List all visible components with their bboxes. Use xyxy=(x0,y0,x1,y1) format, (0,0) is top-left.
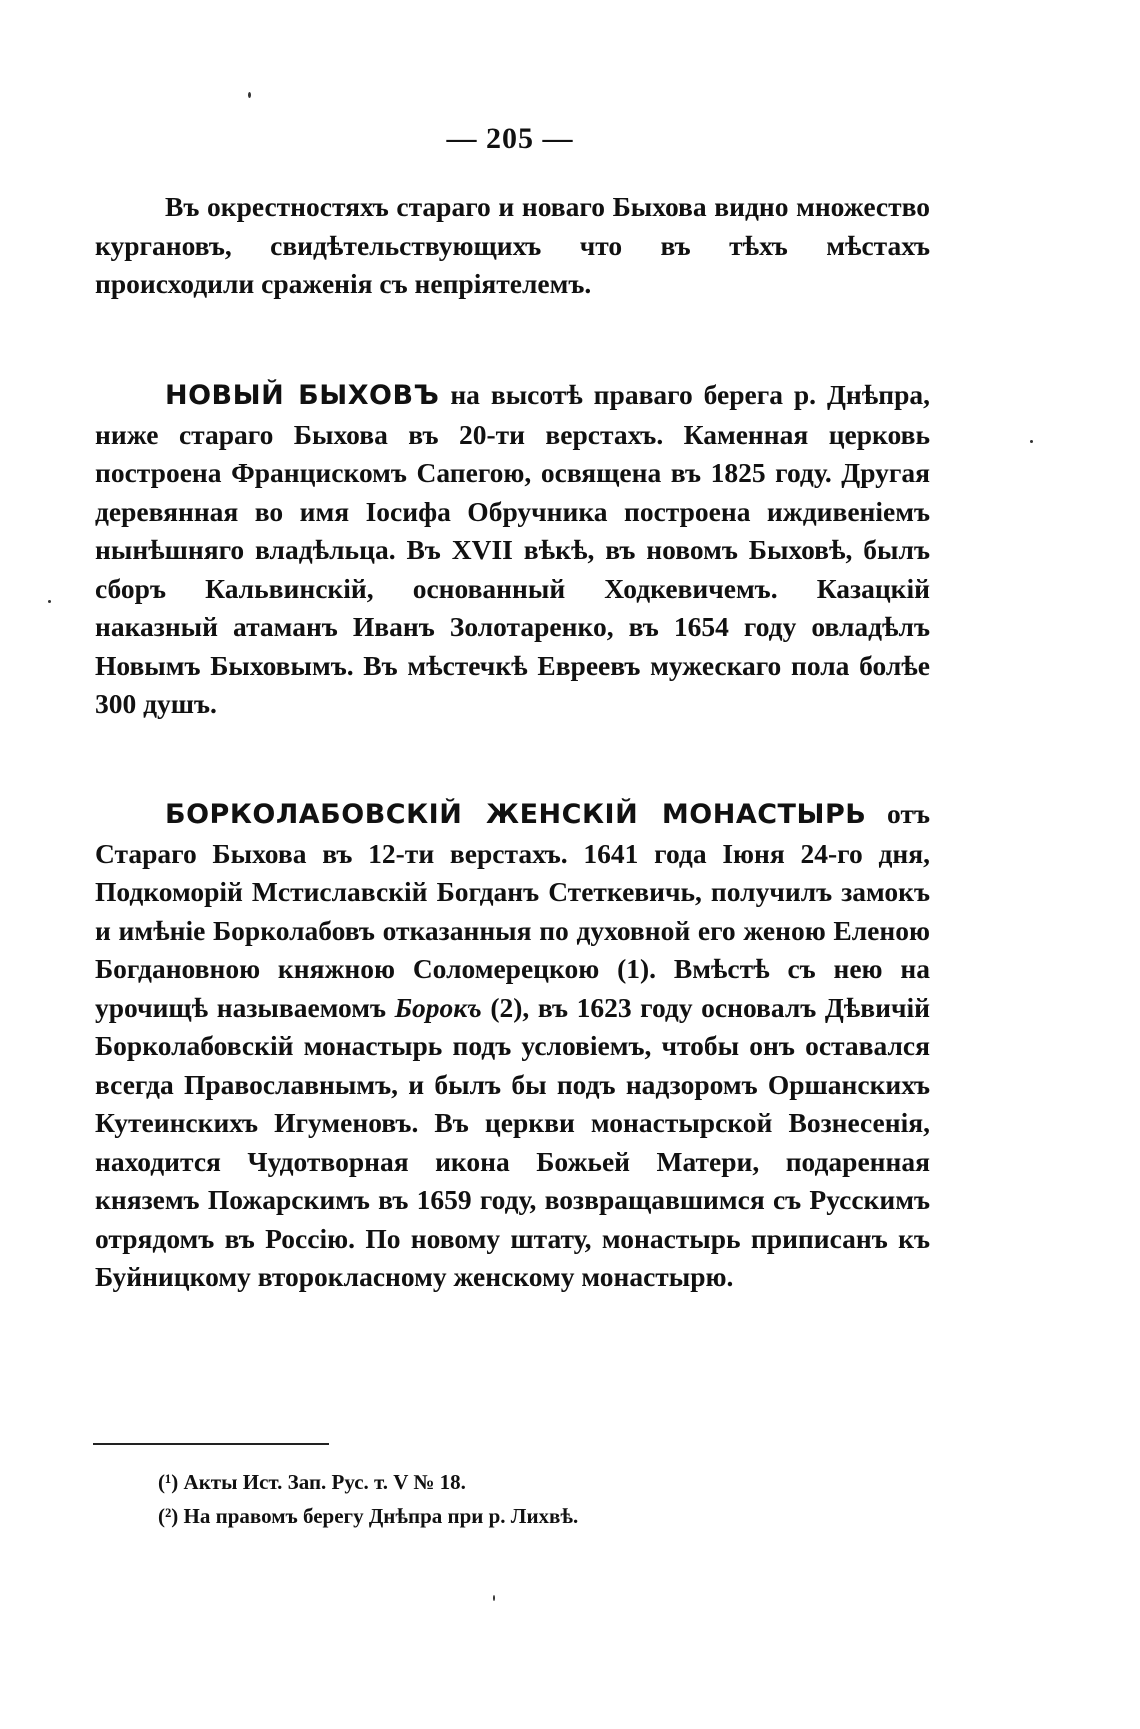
page-number: — 205 — xyxy=(446,122,574,155)
footnote-reference-2: (2) xyxy=(490,991,523,1023)
print-speck xyxy=(1030,440,1033,443)
print-speck xyxy=(248,92,251,98)
section-borkolabov-monastery xyxy=(95,795,930,1297)
section-heading: БОРКОЛАБОВСКІЙ ЖЕНСКІЙ МОНАСТЫРЬ xyxy=(165,799,867,830)
section-novy-bykhov xyxy=(95,376,930,724)
print-speck xyxy=(48,600,51,603)
section-paragraph xyxy=(95,795,930,1297)
footnote-divider xyxy=(93,1443,329,1445)
section-text: отъ Стараго Быхова въ 12-ти верстахъ. 1641 года Іюня 24-го дня, Подкоморій Мстиславскій Богданъ Стеткевичь, получилъ замокъ и имѣніе Борколабовъ отказанныя по духовной его женою Еленою Богдановною княжною Соломерецкою xyxy=(95,798,930,984)
section-heading: НОВЫЙ БЫХОВЪ xyxy=(165,380,440,411)
section-text: , въ 1623 году основалъ Дѣвичій Борколабовскій монастырь подъ условіемъ, чтобы онъ оставался всегда Православнымъ, и былъ бы подъ надзоромъ Оршанскихъ Кутеинскихъ Игуменовъ. Въ церкви монастырской Вознесенія, находится Чудотворная икона Божьей Матери, подаренная княземъ Пожарскимъ въ 1659 году, возвращавшимся съ Русскимъ отрядомъ въ Россію. По новому штату, монастырь приписанъ къ Буйницкому второкласному женскому монастырю. xyxy=(95,991,931,1292)
section-text: . Вмѣстѣ съ нею на урочищѣ называемомъ xyxy=(95,953,930,1023)
footnote-1: (¹) Акты Ист. Зап. Рус. т. V № 18. xyxy=(158,1470,466,1494)
paragraph-okrestnosti xyxy=(95,188,930,304)
footnote-reference-1: (1) xyxy=(617,953,650,984)
footnote-2: (²) На правомъ берегу Днѣпра при р. Лихвѣ. xyxy=(158,1504,579,1528)
footnotes xyxy=(158,1465,938,1533)
section-paragraph xyxy=(95,376,930,724)
italic-place-name: Борокъ xyxy=(394,991,482,1023)
paragraph-text: Въ окрестностяхъ стараго и новаго Быхова видно множество кургановъ, свидѣтельствующихъ что въ тѣхъ мѣстахъ происходили сраженія съ непріятелемъ. xyxy=(95,191,930,299)
print-speck xyxy=(493,1595,495,1601)
section-text: на высотѣ праваго берега р. Днѣпра, ниже стараго Быхова въ 20-ти верстахъ. Каменная церковь построена Францискомъ Сапегою, освящена въ 1825 году. Другая деревянная во имя Іосифа Обручника построена иждивеніемъ нынѣшняго владѣльца. Въ XVII вѣкѣ, въ новомъ Быховѣ, былъ сборъ Кальвинскій, основанный Ходкевичемъ. Казацкій наказный атаманъ Иванъ Золотаренко, въ 1654 году овладѣлъ Новымъ Быховымъ. Въ мѣстечкѣ Евреевъ мужескаго пола болѣе 300 душъ. xyxy=(95,379,930,719)
